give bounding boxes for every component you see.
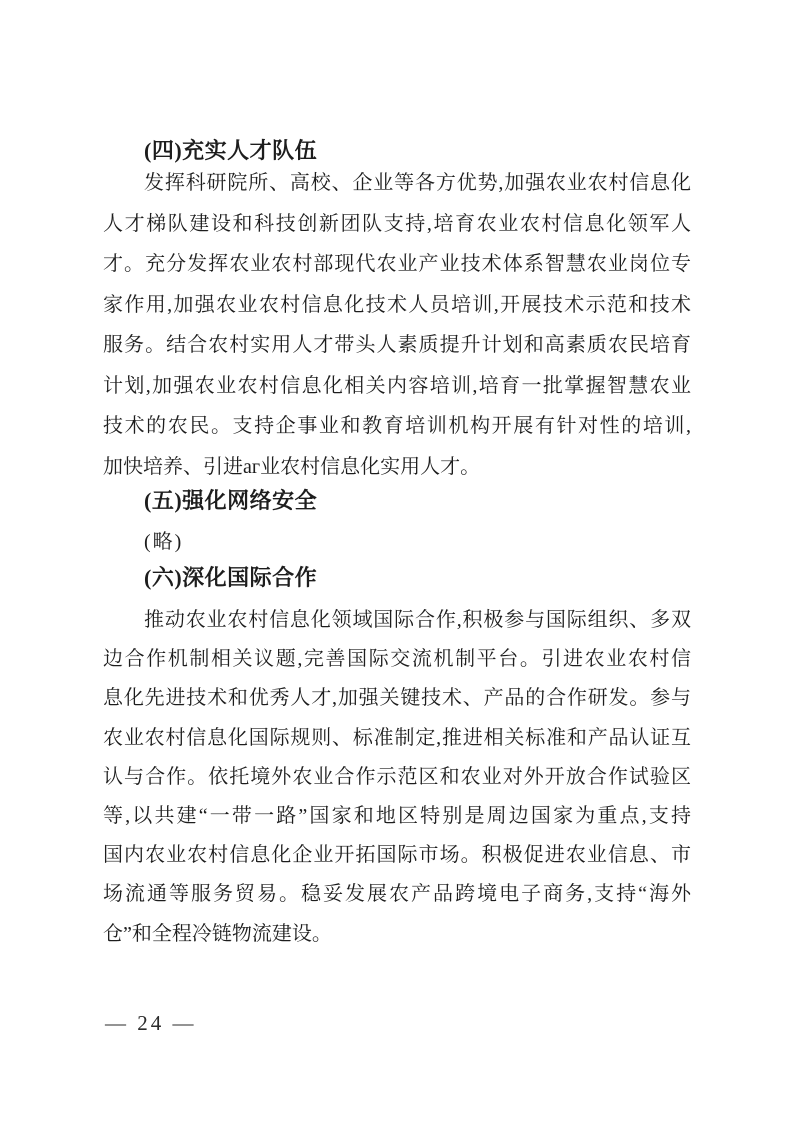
body-text-line: 场流通等服务贸易。稳妥发展农产品跨境电子商务,支持“海外 xyxy=(103,883,691,906)
section-6-paragraph xyxy=(103,601,691,954)
body-text-line: 计划,加强农业农村信息化相关内容培训,培育一批掌握智慧农业 xyxy=(103,374,691,397)
body-text-line: 推动农业农村信息化领域国际合作,积极参与国际组织、多双 xyxy=(144,609,691,631)
body-text-line: 国内农业农村信息化企业开拓国际市场。积极促进农业信息、市 xyxy=(103,844,691,867)
body-text-line: 加快培养、引进аг业农村信息化实用人才。 xyxy=(103,455,481,478)
body-text-line: 技术的农民。支持企事业和教育培训机构开展有针对性的培训, xyxy=(103,415,691,437)
body-text-line: 服务。结合农村实用人才带头人素质提升计划和高素质农民培育 xyxy=(103,334,691,356)
body-text-line: 等,以共建“一带一路”国家和地区特别是周边国家为重点,支持 xyxy=(103,804,691,827)
section-5-omitted-note: (略) xyxy=(144,531,184,553)
body-text-line: 认与合作。依托境外农业合作示范区和农业对外开放合作试验区 xyxy=(103,765,691,788)
body-text-line: 发挥科研院所、高校、企业等各方优势,加强农业农村信息化 xyxy=(144,172,691,194)
section-4-paragraph xyxy=(103,163,691,487)
body-text-line: 人才梯队建设和科技创新团队支持,培育农业农村信息化领军人 xyxy=(103,212,691,235)
body-text-line: 农业农村信息化国际规则、标准制定,推进相关标准和产品认证互 xyxy=(103,726,691,749)
body-text-line: 才。充分发挥农业农村部现代农业产业技术体系智慧农业岗位专 xyxy=(103,253,691,275)
page-number: — 24 — xyxy=(105,1011,197,1035)
body-text-line: 息化先进技术和优秀人才,加强关键技术、产品的合作研发。参与 xyxy=(103,687,691,710)
section-heading-5: (五)强化网络安全 xyxy=(144,488,318,513)
body-text-line: 边合作机制相关议题,完善国际交流机制平台。引进农业农村信 xyxy=(103,648,691,671)
body-text-line: 仓”和全程冷链物流建设。 xyxy=(103,922,332,945)
section-heading-6: (六)深化国际合作 xyxy=(144,565,318,590)
section-heading-4: (四)充实人才队伍 xyxy=(144,138,318,163)
body-text-line: 家作用,加强农业农村信息化技术人员培训,开展技术示范和技术 xyxy=(103,293,691,316)
